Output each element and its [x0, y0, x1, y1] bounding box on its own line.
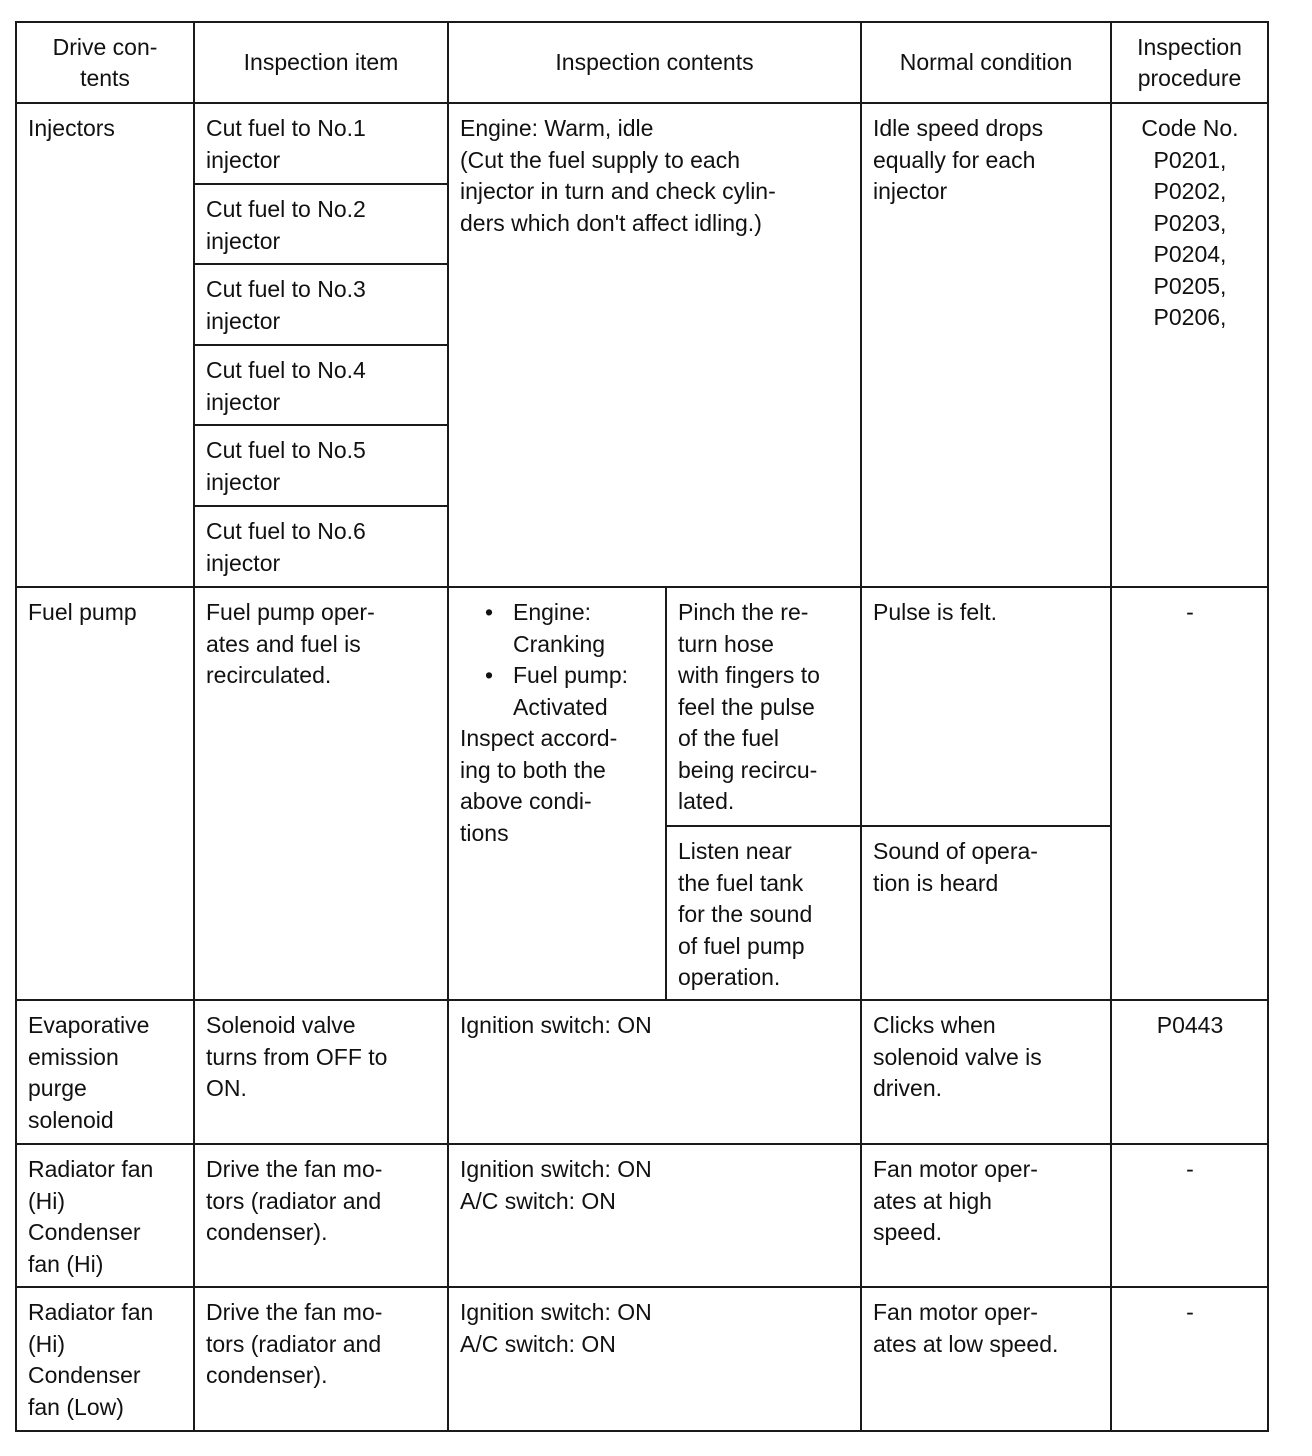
injector-item-1: Cut fuel to No.1 injector	[194, 103, 448, 184]
fuel-pump-condition-engine: • Engine: Cranking	[513, 597, 655, 660]
evap-contents: Ignition switch: ON	[448, 1000, 861, 1144]
fuel-pump-drive: Fuel pump	[16, 587, 194, 1000]
fan-low-drive: Radiator fan (Hi) Condenser fan (Low)	[16, 1287, 194, 1431]
header-inspection-item: Inspection item	[194, 22, 448, 103]
table-row	[16, 103, 1268, 184]
table-row	[16, 1000, 1268, 1144]
fan-low-normal: Fan motor oper- ates at low speed.	[861, 1287, 1111, 1431]
fan-low-item: Drive the fan mo- tors (radiator and condenser).	[194, 1287, 448, 1431]
injectors-procedure: Code No. P0201, P0202, P0203, P0204, P0205, P0206,	[1111, 103, 1268, 587]
injector-item-2: Cut fuel to No.2 injector	[194, 184, 448, 264]
injector-item-3: Cut fuel to No.3 injector	[194, 264, 448, 345]
fuel-pump-conditions-note: Inspect accord- ing to both the above condi- tions	[460, 725, 618, 846]
header-inspection-contents: Inspection contents	[448, 22, 861, 103]
fan-low-contents: Ignition switch: ON A/C switch: ON	[448, 1287, 861, 1431]
fuel-pump-procedure: -	[1111, 587, 1268, 1000]
fuel-pump-condition-list	[460, 597, 655, 723]
header-inspection-procedure: Inspection procedure	[1111, 22, 1268, 103]
fuel-pump-normal-sound: Sound of opera- tion is heard	[861, 826, 1111, 1000]
table-row	[16, 587, 1268, 826]
fan-hi-procedure: -	[1111, 1144, 1268, 1287]
table-row	[16, 1144, 1268, 1287]
fan-hi-normal: Fan motor oper- ates at high speed.	[861, 1144, 1111, 1287]
fuel-pump-normal-pulse: Pulse is felt.	[861, 587, 1111, 826]
injectors-drive: Injectors	[16, 103, 194, 587]
header-drive-contents: Drive con- tents	[16, 22, 194, 103]
table-row	[16, 1287, 1268, 1431]
fuel-pump-method-pinch: Pinch the re- turn hose with fingers to feel the pulse of the fuel being recircu- lated.	[666, 587, 861, 826]
injector-item-5: Cut fuel to No.5 injector	[194, 425, 448, 506]
evap-procedure: P0443	[1111, 1000, 1268, 1144]
evap-item: Solenoid valve turns from OFF to ON.	[194, 1000, 448, 1144]
injector-item-6: Cut fuel to No.6 injector	[194, 506, 448, 587]
fan-hi-item: Drive the fan mo- tors (radiator and condenser).	[194, 1144, 448, 1287]
inspection-table	[15, 21, 1269, 1432]
fuel-pump-conditions	[448, 587, 666, 1000]
header-row	[16, 22, 1268, 103]
injectors-normal: Idle speed drops equally for each injector	[861, 103, 1111, 587]
fan-hi-contents: Ignition switch: ON A/C switch: ON	[448, 1144, 861, 1287]
fan-hi-drive: Radiator fan (Hi) Condenser fan (Hi)	[16, 1144, 194, 1287]
evap-normal: Clicks when solenoid valve is driven.	[861, 1000, 1111, 1144]
header-normal-condition: Normal condition	[861, 22, 1111, 103]
fuel-pump-item: Fuel pump oper- ates and fuel is recirculated.	[194, 587, 448, 1000]
fan-low-procedure: -	[1111, 1287, 1268, 1431]
injectors-contents: Engine: Warm, idle (Cut the fuel supply to each injector in turn and check cylin- ders which don't affect idling.)	[448, 103, 861, 587]
evap-drive: Evaporative emission purge solenoid	[16, 1000, 194, 1144]
fuel-pump-condition-pump: • Fuel pump: Activated	[513, 660, 655, 723]
fuel-pump-method-listen: Listen near the fuel tank for the sound of fuel pump operation.	[666, 826, 861, 1000]
injector-item-4: Cut fuel to No.4 injector	[194, 345, 448, 425]
